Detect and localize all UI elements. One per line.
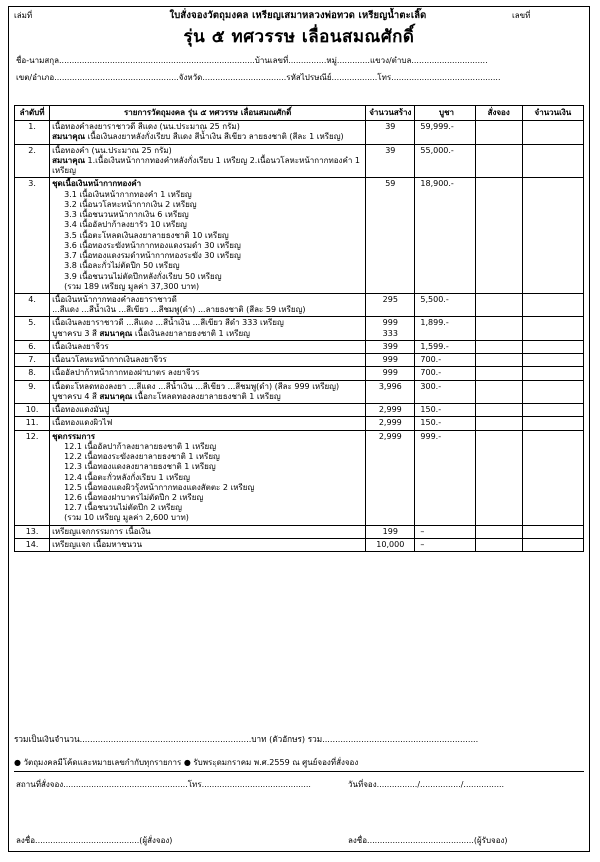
row-number: 4. <box>15 293 50 316</box>
row-number: 10. <box>15 404 50 417</box>
row-quantity: 10,000 <box>366 538 415 551</box>
form-title: ใบสั่งจองวัตถุมงคล เหรียญเสมาหลวงพ่อทวด เหรียญน้ำตะเลิ๊ด <box>169 9 427 21</box>
edition-title: รุ่น ๕ ทศวรรษ เลื่อนสมณศักดิ์ <box>183 27 415 47</box>
row-order-input[interactable] <box>475 354 522 367</box>
row-number: 9. <box>15 380 50 403</box>
row-price: 999.- <box>415 430 475 525</box>
row-quantity: 399 <box>366 340 415 353</box>
address-line-1: ชื่อ-นามสกุล.............................................................................บ้านเลขที่...............หมู่.............แขวง/ตำบล.............................. <box>16 56 488 65</box>
description-line: บูชาครบ 4 สี สมนาคุณ เนื้อกะโหลดทองลงยาลายธงชาติ 1 เหรียญ <box>52 391 281 401</box>
row-amount-input[interactable] <box>522 121 583 144</box>
row-description <box>50 538 366 551</box>
number-label: เลขที่ <box>512 10 531 20</box>
description-line: 12.2 เนื้อทองระฆังลงยาลายธงชาติ 1 เหรียญ <box>64 452 220 462</box>
description-line: เนื้อทองคำลงยาราชาวดี สีแดง (นน.ประมาณ 25 กรัม) <box>52 122 240 132</box>
row-number: 8. <box>15 367 50 380</box>
description-line: 3.8 เนื้อละกั่วไม่ตัดปีก 50 เหรียญ <box>64 261 180 271</box>
order-date-field[interactable]: วันที่จอง................/................/................ <box>348 780 505 789</box>
order-form-page <box>8 6 592 856</box>
row-number: 2. <box>15 144 50 178</box>
description-line: 12.3 เนื้อทองแดงลงยาลายธงชาติ 1 เหรียญ <box>64 462 216 472</box>
description-line: 3.5 เนื้อตะโหลดเงินลงยาลายธงชาติ 10 เหรียญ <box>64 230 229 240</box>
row-order-input[interactable] <box>475 367 522 380</box>
table-row <box>15 404 584 417</box>
description-line: สมนาคุณ เนื้อเงินลงยาหลังกั่งเรียบ สีแดง สีน้ำเงิน สีเขียว ลายธงชาติ (สีละ 1 เหรียญ) <box>52 132 344 142</box>
row-order-input[interactable] <box>475 293 522 316</box>
row-quantity: 3,996 <box>366 380 415 403</box>
table-row <box>15 121 584 144</box>
table-row <box>15 354 584 367</box>
row-quantity: 2,999 <box>366 404 415 417</box>
row-description <box>50 354 366 367</box>
row-order-input[interactable] <box>475 538 522 551</box>
signature-orderer[interactable]: ลงชื่อ.........................................(ผู้สั่งจอง) <box>16 836 173 845</box>
row-amount-input[interactable] <box>522 317 583 340</box>
row-number: 3. <box>15 178 50 294</box>
description-line: เหรียญแจกกรรมการ เนื้อเงิน <box>52 526 151 536</box>
table-row <box>15 144 584 178</box>
col-price: บูชา <box>415 106 475 121</box>
description-line: 12.4 เนื้อตะกั่วหลังกั่งเรียบ 1 เหรียญ <box>64 472 190 482</box>
row-price: 5,500.- <box>415 293 475 316</box>
row-quantity: 999 <box>366 367 415 380</box>
row-price: 150.- <box>415 417 475 430</box>
row-order-input[interactable] <box>475 525 522 538</box>
table-row <box>15 417 584 430</box>
row-quantity: 199 <box>366 525 415 538</box>
table-row <box>15 380 584 403</box>
row-order-input[interactable] <box>475 121 522 144</box>
description-line: เนื้อเงินลงยาราชาวดี ...สีแดง ...สีน้ำเงิน ...สีเขียว สีดำ 333 เหรียญ <box>52 318 284 328</box>
description-line: 3.1 เนื้อเงินหน้ากากทองคำ 1 เหรียญ <box>64 189 192 199</box>
description-line: 12.1 เนื้ออัลปาก้าลงยาลายธงชาติ 1 เหรียญ <box>64 441 217 451</box>
description-line: เหรียญแจก เนื้อมหาชนวน <box>52 539 143 549</box>
description-line: เนื้อเงินลงยาจีวร <box>52 341 109 351</box>
row-price: – <box>415 538 475 551</box>
description-line: 3.6 เนื้อทองระฆังหน้ากากทองแดงรมดำ 30 เหรียญ <box>64 240 241 250</box>
description-line: เนื้อนวโลหะหน้ากากเงินลงยาจีวร <box>52 355 167 365</box>
row-order-input[interactable] <box>475 340 522 353</box>
table-row <box>15 525 584 538</box>
description-line: 3.3 เนื้อชนวนหน้ากากเงิน 6 เหรียญ <box>64 210 189 220</box>
conditions-line: ● วัตถุมงคลมีโค้ดและหมายเลขกำกับทุกรายการ ● รับพระฺดมกราคม พ.ศ.2559 ณ ศูนย์จองที่สั่งจอง <box>14 758 359 767</box>
row-price: 300.- <box>415 380 475 403</box>
order-place-field[interactable]: สถานที่สั่งจอง.................................................โทร........................................... <box>16 780 311 789</box>
signature-receiver[interactable]: ลงชื่อ..........................................(ผู้รับจอง) <box>348 836 508 845</box>
col-description: รายการวัตถุมงคล รุ่น ๕ ทศวรรษ เลื่อนสมณศักดิ์ <box>50 106 366 121</box>
row-price: 700.- <box>415 367 475 380</box>
row-description <box>50 404 366 417</box>
row-price: 150.- <box>415 404 475 417</box>
row-order-input[interactable] <box>475 144 522 178</box>
row-price: 18,900.- <box>415 178 475 294</box>
description-line: 12.5 เนื้อทองแดงผิวรุ้งหน้ากากทองแดงสัตตะ 2 เหรียญ <box>64 482 255 492</box>
row-amount-input[interactable] <box>522 340 583 353</box>
col-no: ลำดับที่ <box>15 106 50 121</box>
row-amount-input[interactable] <box>522 417 583 430</box>
total-line: รวมเป็นเงินจำนวน..................................................................บาท (ตัวอักษร) รวม............................................................ <box>14 734 479 744</box>
volume-label: เล่มที่ <box>14 10 33 20</box>
row-amount-input[interactable] <box>522 538 583 551</box>
header-row <box>8 6 590 24</box>
row-number: 11. <box>15 417 50 430</box>
row-number: 1. <box>15 121 50 144</box>
row-order-input[interactable] <box>475 317 522 340</box>
row-quantity: 59 <box>366 178 415 294</box>
row-number: 6. <box>15 340 50 353</box>
description-line: 3.9 เนื้อชนวนไม่ตัดปีกหลังกั่งเรียบ 50 เหรียญ <box>64 271 222 281</box>
row-description <box>50 121 366 144</box>
row-description <box>50 380 366 403</box>
row-quantity: 295 <box>366 293 415 316</box>
row-amount-input[interactable] <box>522 293 583 316</box>
footer-divider <box>14 771 584 772</box>
row-description <box>50 367 366 380</box>
row-order-input[interactable] <box>475 417 522 430</box>
description-line: 12.6 เนื้อทองฝาบาตรไม่ตัดปีก 2 เหรียญ <box>64 492 204 502</box>
description-line: บูชาครบ 3 สี สมนาคุณ เนื้อเงินลงยาลายธงชาติ 1 เหรียญ <box>52 328 250 338</box>
description-line: ...สีแดง ...สีน้ำเงิน ...สีเขียว ...สีชมพู(ดำ) ...ลายธงชาติ (สีละ 59 เหรียญ) <box>52 305 306 315</box>
row-amount-input[interactable] <box>522 354 583 367</box>
table-row <box>15 367 584 380</box>
row-amount-input[interactable] <box>522 404 583 417</box>
row-description <box>50 430 366 525</box>
row-price: 700.- <box>415 354 475 367</box>
row-quantity: 2,999 <box>366 417 415 430</box>
row-order-input[interactable] <box>475 380 522 403</box>
table-row <box>15 178 584 294</box>
row-number: 5. <box>15 317 50 340</box>
row-description <box>50 340 366 353</box>
description-line: ชุดกรรมการ <box>52 431 96 441</box>
row-description <box>50 178 366 294</box>
row-quantity: 999 <box>366 354 415 367</box>
row-price: 55,000.- <box>415 144 475 178</box>
table-row <box>15 293 584 316</box>
description-line: สมนาคุณ 1.เนื้อเงินหน้ากากทองคำหลังกั่งเรียบ 1 เหรียญ 2.เนื้อนวโลหะหน้ากากทองคำ 1 เหรียญ <box>52 155 360 176</box>
row-number: 14. <box>15 538 50 551</box>
address-line-2: เขต/อำเภอ.................................................จังหวัด.................................รหัสไปรษณีย์..................โทร........................................... <box>16 73 501 82</box>
description-line: ชุดเนื้อเงินหน้ากากทองคำ <box>52 179 142 189</box>
table-header-row <box>15 106 584 121</box>
row-number: 12. <box>15 430 50 525</box>
row-order-input[interactable] <box>475 430 522 525</box>
description-line: (รวม 189 เหรียญ มูลค่า 37,300 บาท) <box>64 281 200 291</box>
row-price: 1,599.- <box>415 340 475 353</box>
row-price: 1,899.- <box>415 317 475 340</box>
table-row <box>15 430 584 525</box>
row-amount-input[interactable] <box>522 380 583 403</box>
row-quantity: 999 333 <box>366 317 415 340</box>
row-order-input[interactable] <box>475 178 522 294</box>
description-line: เนื้อทองแดงมันปู <box>52 405 110 415</box>
row-amount-input[interactable] <box>522 144 583 178</box>
col-quantity: จำนวนสร้าง <box>366 106 415 121</box>
table-row <box>15 317 584 340</box>
row-amount-input[interactable] <box>522 525 583 538</box>
description-line: 3.2 เนื้อนวโลหะหน้ากากเงิน 2 เหรียญ <box>64 199 197 209</box>
table-row <box>15 538 584 551</box>
description-line: เนื้อทองคำ (นน.ประมาณ 25 กรัม) <box>52 145 172 155</box>
row-quantity: 2,999 <box>366 430 415 525</box>
description-line: เนื้อตะโหลดทองลงยา ...สีแดง ...สีน้ำเงิน ...สีเขียว ...สีชมพู(ดำ) (สีละ 999 เหรียญ) <box>52 381 340 391</box>
row-price: – <box>415 525 475 538</box>
description-line: (รวม 10 เหรียญ มูลค่า 2,600 บาท) <box>64 513 189 523</box>
row-description <box>50 317 366 340</box>
table-row <box>15 340 584 353</box>
row-number: 13. <box>15 525 50 538</box>
row-amount-input[interactable] <box>522 178 583 294</box>
row-description <box>50 525 366 538</box>
row-number: 7. <box>15 354 50 367</box>
description-line: 12.7 เนื้อชนวนไม่ตัดปีก 2 เหรียญ <box>64 503 182 513</box>
description-line: เนื้อทองแดงผิวไฟ <box>52 418 113 428</box>
row-amount-input[interactable] <box>522 430 583 525</box>
description-line: 3.7 เนื้อทองแดงรมดำหน้ากากทองระฆัง 30 เหรียญ <box>64 251 241 261</box>
description-line: เนื้อเงินหน้ากากทองคำลงยาราชาวดี <box>52 294 177 304</box>
col-order: สั่งจอง <box>475 106 522 121</box>
row-description <box>50 144 366 178</box>
row-description <box>50 417 366 430</box>
row-quantity: 39 <box>366 144 415 178</box>
row-quantity: 39 <box>366 121 415 144</box>
description-line: 3.4 เนื้ออัลปาก้าลงยารัว 10 เหรียญ <box>64 220 187 230</box>
row-price: 59,999.- <box>415 121 475 144</box>
row-amount-input[interactable] <box>522 367 583 380</box>
row-description <box>50 293 366 316</box>
table-body <box>15 121 584 552</box>
items-table <box>14 105 584 552</box>
row-order-input[interactable] <box>475 404 522 417</box>
col-amount: จำนวนเงิน <box>522 106 583 121</box>
description-line: เนื้ออัลปาก้าหน้ากากทองฝาบาตร ลงยาจีวร <box>52 368 200 378</box>
